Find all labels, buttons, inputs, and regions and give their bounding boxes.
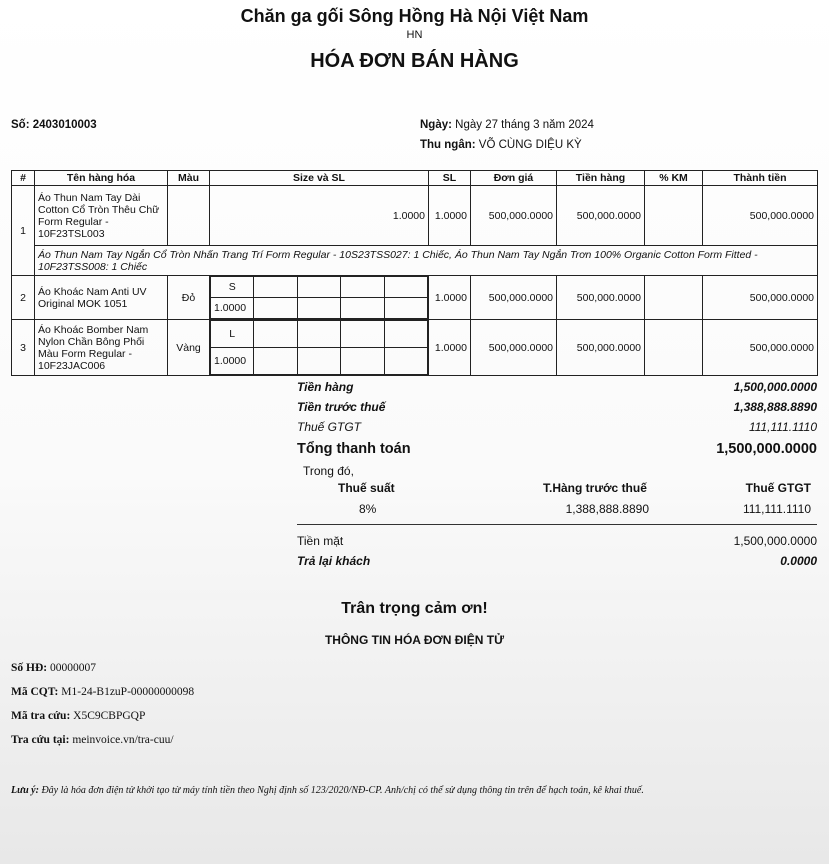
breakdown-intro: Trong đó, xyxy=(303,464,354,478)
row-discount xyxy=(645,276,703,320)
col-discount: % KM xyxy=(645,171,703,186)
col-qty: SL xyxy=(429,171,471,186)
row-qty: 1.0000 xyxy=(429,320,471,376)
lookup-code-value: X5C9CBPGQP xyxy=(73,710,146,722)
row-price: 500,000.0000 xyxy=(471,276,557,320)
lookup-code-label: Mã tra cứu: xyxy=(11,710,71,722)
einvoice-number-value: 00000007 xyxy=(49,662,96,674)
summary-divider xyxy=(297,524,817,525)
store-name: Chăn ga gối Sông Hồng Hà Nội Việt Nam xyxy=(240,6,589,26)
invoice-number-label: Số: xyxy=(11,119,30,131)
row-size-qty: 1.0000 xyxy=(210,186,429,246)
vat-label: Thuế GTGT xyxy=(297,420,362,434)
col-total: Thành tiền xyxy=(703,171,818,186)
row-color: Vàng xyxy=(168,320,210,376)
lookup-site xyxy=(11,734,174,746)
lookup-code xyxy=(11,710,145,722)
vat-amount-header: Thuế GTGT xyxy=(745,481,811,495)
invoice-number-value: 2403010003 xyxy=(32,119,97,131)
row-discount xyxy=(645,186,703,246)
row-index: 2 xyxy=(12,276,35,320)
row-amount: 500,000.0000 xyxy=(557,186,645,246)
row-price: 500,000.0000 xyxy=(471,186,557,246)
cash-label: Tiền mặt xyxy=(297,534,344,548)
subtotal-label: Tiền hàng xyxy=(297,380,354,394)
col-index: # xyxy=(12,171,35,186)
row-qty: 1.0000 xyxy=(429,276,471,320)
size-label: S xyxy=(211,277,254,298)
pretax-amount-value: 1,388,888.8890 xyxy=(565,502,649,516)
grand-total-value: 1,500,000.0000 xyxy=(716,441,817,457)
invoice-title: HÓA ĐƠN BÁN HÀNG xyxy=(310,50,519,72)
legal-note-label: Lưu ý: xyxy=(11,785,39,796)
row-discount xyxy=(645,320,703,376)
vat-amount-value: 111,111.1110 xyxy=(742,502,811,516)
row-size-grid xyxy=(210,276,429,320)
thank-you-text: Trân trọng cảm ơn! xyxy=(341,600,488,617)
store-subtitle: HN xyxy=(406,29,423,41)
size-qty: 1.0000 xyxy=(211,348,254,375)
tax-authority-code-label: Mã CQT: xyxy=(11,686,59,698)
invoice-date-value: Ngày 27 tháng 3 năm 2024 xyxy=(455,119,594,131)
col-price: Đơn giá xyxy=(471,171,557,186)
items-table xyxy=(11,170,818,376)
lookup-site-label: Tra cứu tại: xyxy=(11,734,70,746)
subtotal-value: 1,500,000.0000 xyxy=(733,380,817,394)
row-amount: 500,000.0000 xyxy=(557,320,645,376)
row-price: 500,000.0000 xyxy=(471,320,557,376)
table-header-row xyxy=(12,171,818,186)
cashier-value: VÕ CÙNG DIỆU KỲ xyxy=(478,139,582,151)
invoice-date xyxy=(420,119,594,131)
cash-value: 1,500,000.0000 xyxy=(733,534,817,548)
row-name: Áo Thun Nam Tay Dài Cotton Cổ Tròn Thêu Chữ Form Regular - 10F23TSL003 xyxy=(35,186,168,246)
table-row xyxy=(12,320,818,376)
table-row-note xyxy=(12,246,818,276)
row-qty: 1.0000 xyxy=(429,186,471,246)
row-size-grid xyxy=(210,320,429,376)
einvoice-number xyxy=(11,662,96,674)
row-amount: 500,000.0000 xyxy=(557,276,645,320)
tax-rate-value: 8% xyxy=(359,502,377,516)
legal-note xyxy=(11,785,821,796)
size-label: L xyxy=(211,321,254,348)
col-size: Size và SL xyxy=(210,171,429,186)
col-name: Tên hàng hóa xyxy=(35,171,168,186)
invoice-date-label: Ngày: xyxy=(420,119,452,131)
einvoice-title: THÔNG TIN HÓA ĐƠN ĐIỆN TỬ xyxy=(324,633,505,647)
cashier xyxy=(420,139,582,151)
einvoice-number-label: Số HĐ: xyxy=(11,662,48,674)
pretax-amount-header: T.Hàng trước thuế xyxy=(543,481,647,495)
tax-authority-code-value: M1-24-B1zuP-00000000098 xyxy=(61,686,195,698)
lookup-site-link[interactable]: meinvoice.vn/tra-cuu/ xyxy=(72,734,174,746)
row-name: Áo Khoác Bomber Nam Nylon Chần Bông Phối Màu Form Regular - 10F23JAC006 xyxy=(35,320,168,376)
tax-authority-code xyxy=(11,686,194,698)
grand-total-label: Tổng thanh toán xyxy=(297,441,411,457)
invoice-number xyxy=(11,119,97,131)
change-value: 0.0000 xyxy=(780,554,817,568)
cashier-label: Thu ngân: xyxy=(420,139,476,151)
legal-note-text: Đây là hóa đơn điện tử khởi tạo từ máy tính tiền theo Nghị định số 123/2020/NĐ-CP. Anh/chị có thể sử dụng thông tin trên để hạch toán, kê khai thuế. xyxy=(41,785,644,796)
table-row xyxy=(12,276,818,320)
tax-rate-header: Thuế suất xyxy=(338,481,395,495)
row-index: 1 xyxy=(12,186,35,276)
row-index: 3 xyxy=(12,320,35,376)
change-label: Trả lại khách xyxy=(297,554,371,568)
col-color: Màu xyxy=(168,171,210,186)
table-row xyxy=(12,186,818,246)
col-amount: Tiền hàng xyxy=(557,171,645,186)
row-total: 500,000.0000 xyxy=(703,276,818,320)
row-name: Áo Khoác Nam Anti UV Original MOK 1051 xyxy=(35,276,168,320)
row-total: 500,000.0000 xyxy=(703,186,818,246)
vat-value: 111,111.1110 xyxy=(748,420,817,434)
row-color: Đỏ xyxy=(168,276,210,320)
pretax-label: Tiền trước thuế xyxy=(297,400,386,414)
size-qty: 1.0000 xyxy=(211,298,254,319)
row-combo-note: Áo Thun Nam Tay Ngắn Cổ Tròn Nhấn Trang Trí Form Regular - 10S23TSS027: 1 Chiếc, Áo Thun Nam Tay Ngắn Trơn 100% Organic Cotton Form Fitted - 10F23TSS008: 1 Chiếc xyxy=(35,246,818,276)
pretax-value: 1,388,888.8890 xyxy=(733,400,817,414)
row-color xyxy=(168,186,210,246)
row-total: 500,000.0000 xyxy=(703,320,818,376)
